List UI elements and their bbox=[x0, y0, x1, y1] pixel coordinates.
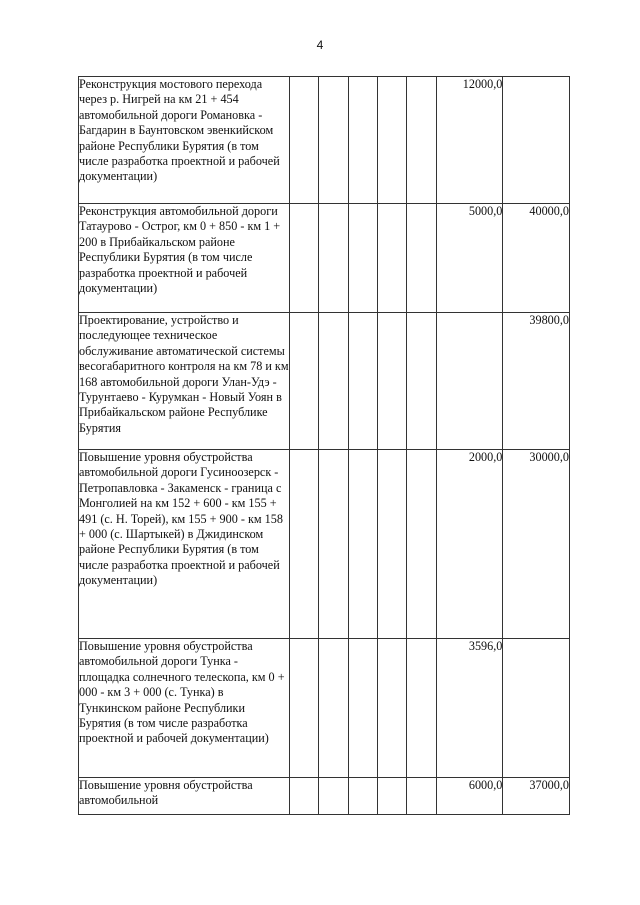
project-description: Повышение уровня обустройства автомобильной дороги Тунка - площадка солнечного телескопа, км 0 + 000 - км 3 + 000 (с. Тунка) в Тункинском районе Республики Бурятия (в том числе разработка проектной и рабочей документации) bbox=[79, 639, 290, 778]
table-row bbox=[79, 77, 570, 204]
program-table bbox=[78, 76, 570, 815]
empty-cell bbox=[290, 204, 319, 313]
empty-cell bbox=[378, 313, 407, 450]
empty-cell bbox=[348, 313, 377, 450]
empty-cell bbox=[290, 313, 319, 450]
empty-cell bbox=[348, 450, 377, 639]
value-cell-b: 37000,0 bbox=[503, 778, 570, 815]
empty-cell bbox=[348, 778, 377, 815]
project-description: Реконструкция автомобильной дороги Татаурово - Острог, км 0 + 850 - км 1 + 200 в Прибайкальском районе Республики Бурятия (в том числе разработка проектной и рабочей документации) bbox=[79, 204, 290, 313]
empty-cell bbox=[319, 778, 348, 815]
table-row bbox=[79, 450, 570, 639]
project-description: Повышение уровня обустройства автомобильной дороги Гусиноозерск - Петропавловка - Закаменск - граница с Монголией на км 152 + 600 - км 155 + 491 (с. Н. Торей), км 155 + 900 - км 158 + 000 (с. Шартыкей) в Джидинском районе Республики Бурятия (в том числе разработка проектной и рабочей документации) bbox=[79, 450, 290, 639]
table-row bbox=[79, 778, 570, 815]
table-row bbox=[79, 313, 570, 450]
empty-cell bbox=[378, 450, 407, 639]
empty-cell bbox=[319, 313, 348, 450]
value-cell-b: 40000,0 bbox=[503, 204, 570, 313]
empty-cell bbox=[407, 204, 436, 313]
empty-cell bbox=[319, 639, 348, 778]
project-description: Повышение уровня обустройства автомобильной bbox=[79, 778, 290, 815]
value-cell-a: 3596,0 bbox=[436, 639, 503, 778]
empty-cell bbox=[290, 77, 319, 204]
empty-cell bbox=[378, 639, 407, 778]
project-description: Проектирование, устройство и последующее техническое обслуживание автоматической системы весогабаритного контроля на км 78 и км 168 автомобильной дороги Улан-Удэ - Турунтаево - Курумкан - Новый Уоян в Прибайкальском районе Республике Бурятия bbox=[79, 313, 290, 450]
value-cell-b: 30000,0 bbox=[503, 450, 570, 639]
value-cell-a: 12000,0 bbox=[436, 77, 503, 204]
empty-cell bbox=[378, 204, 407, 313]
empty-cell bbox=[319, 204, 348, 313]
value-cell-b bbox=[503, 639, 570, 778]
empty-cell bbox=[348, 204, 377, 313]
empty-cell bbox=[348, 639, 377, 778]
empty-cell bbox=[290, 450, 319, 639]
empty-cell bbox=[407, 639, 436, 778]
empty-cell bbox=[319, 450, 348, 639]
page-number: 4 bbox=[316, 38, 324, 52]
value-cell-a: 2000,0 bbox=[436, 450, 503, 639]
table-row bbox=[79, 639, 570, 778]
value-cell-a: 5000,0 bbox=[436, 204, 503, 313]
table-row bbox=[79, 204, 570, 313]
empty-cell bbox=[290, 639, 319, 778]
empty-cell bbox=[319, 77, 348, 204]
empty-cell bbox=[407, 450, 436, 639]
empty-cell bbox=[290, 778, 319, 815]
value-cell-b bbox=[503, 77, 570, 204]
value-cell-a: 6000,0 bbox=[436, 778, 503, 815]
value-cell-a bbox=[436, 313, 503, 450]
empty-cell bbox=[378, 77, 407, 204]
empty-cell bbox=[407, 77, 436, 204]
empty-cell bbox=[378, 778, 407, 815]
project-description: Реконструкция мостового перехода через р. Нигрей на км 21 + 454 автомобильной дороги Романовка - Багдарин в Баунтовском эвенкийском районе Республики Бурятия (в том числе разработка проектной и рабочей документации) bbox=[79, 77, 290, 204]
empty-cell bbox=[407, 313, 436, 450]
empty-cell bbox=[348, 77, 377, 204]
value-cell-b: 39800,0 bbox=[503, 313, 570, 450]
empty-cell bbox=[407, 778, 436, 815]
